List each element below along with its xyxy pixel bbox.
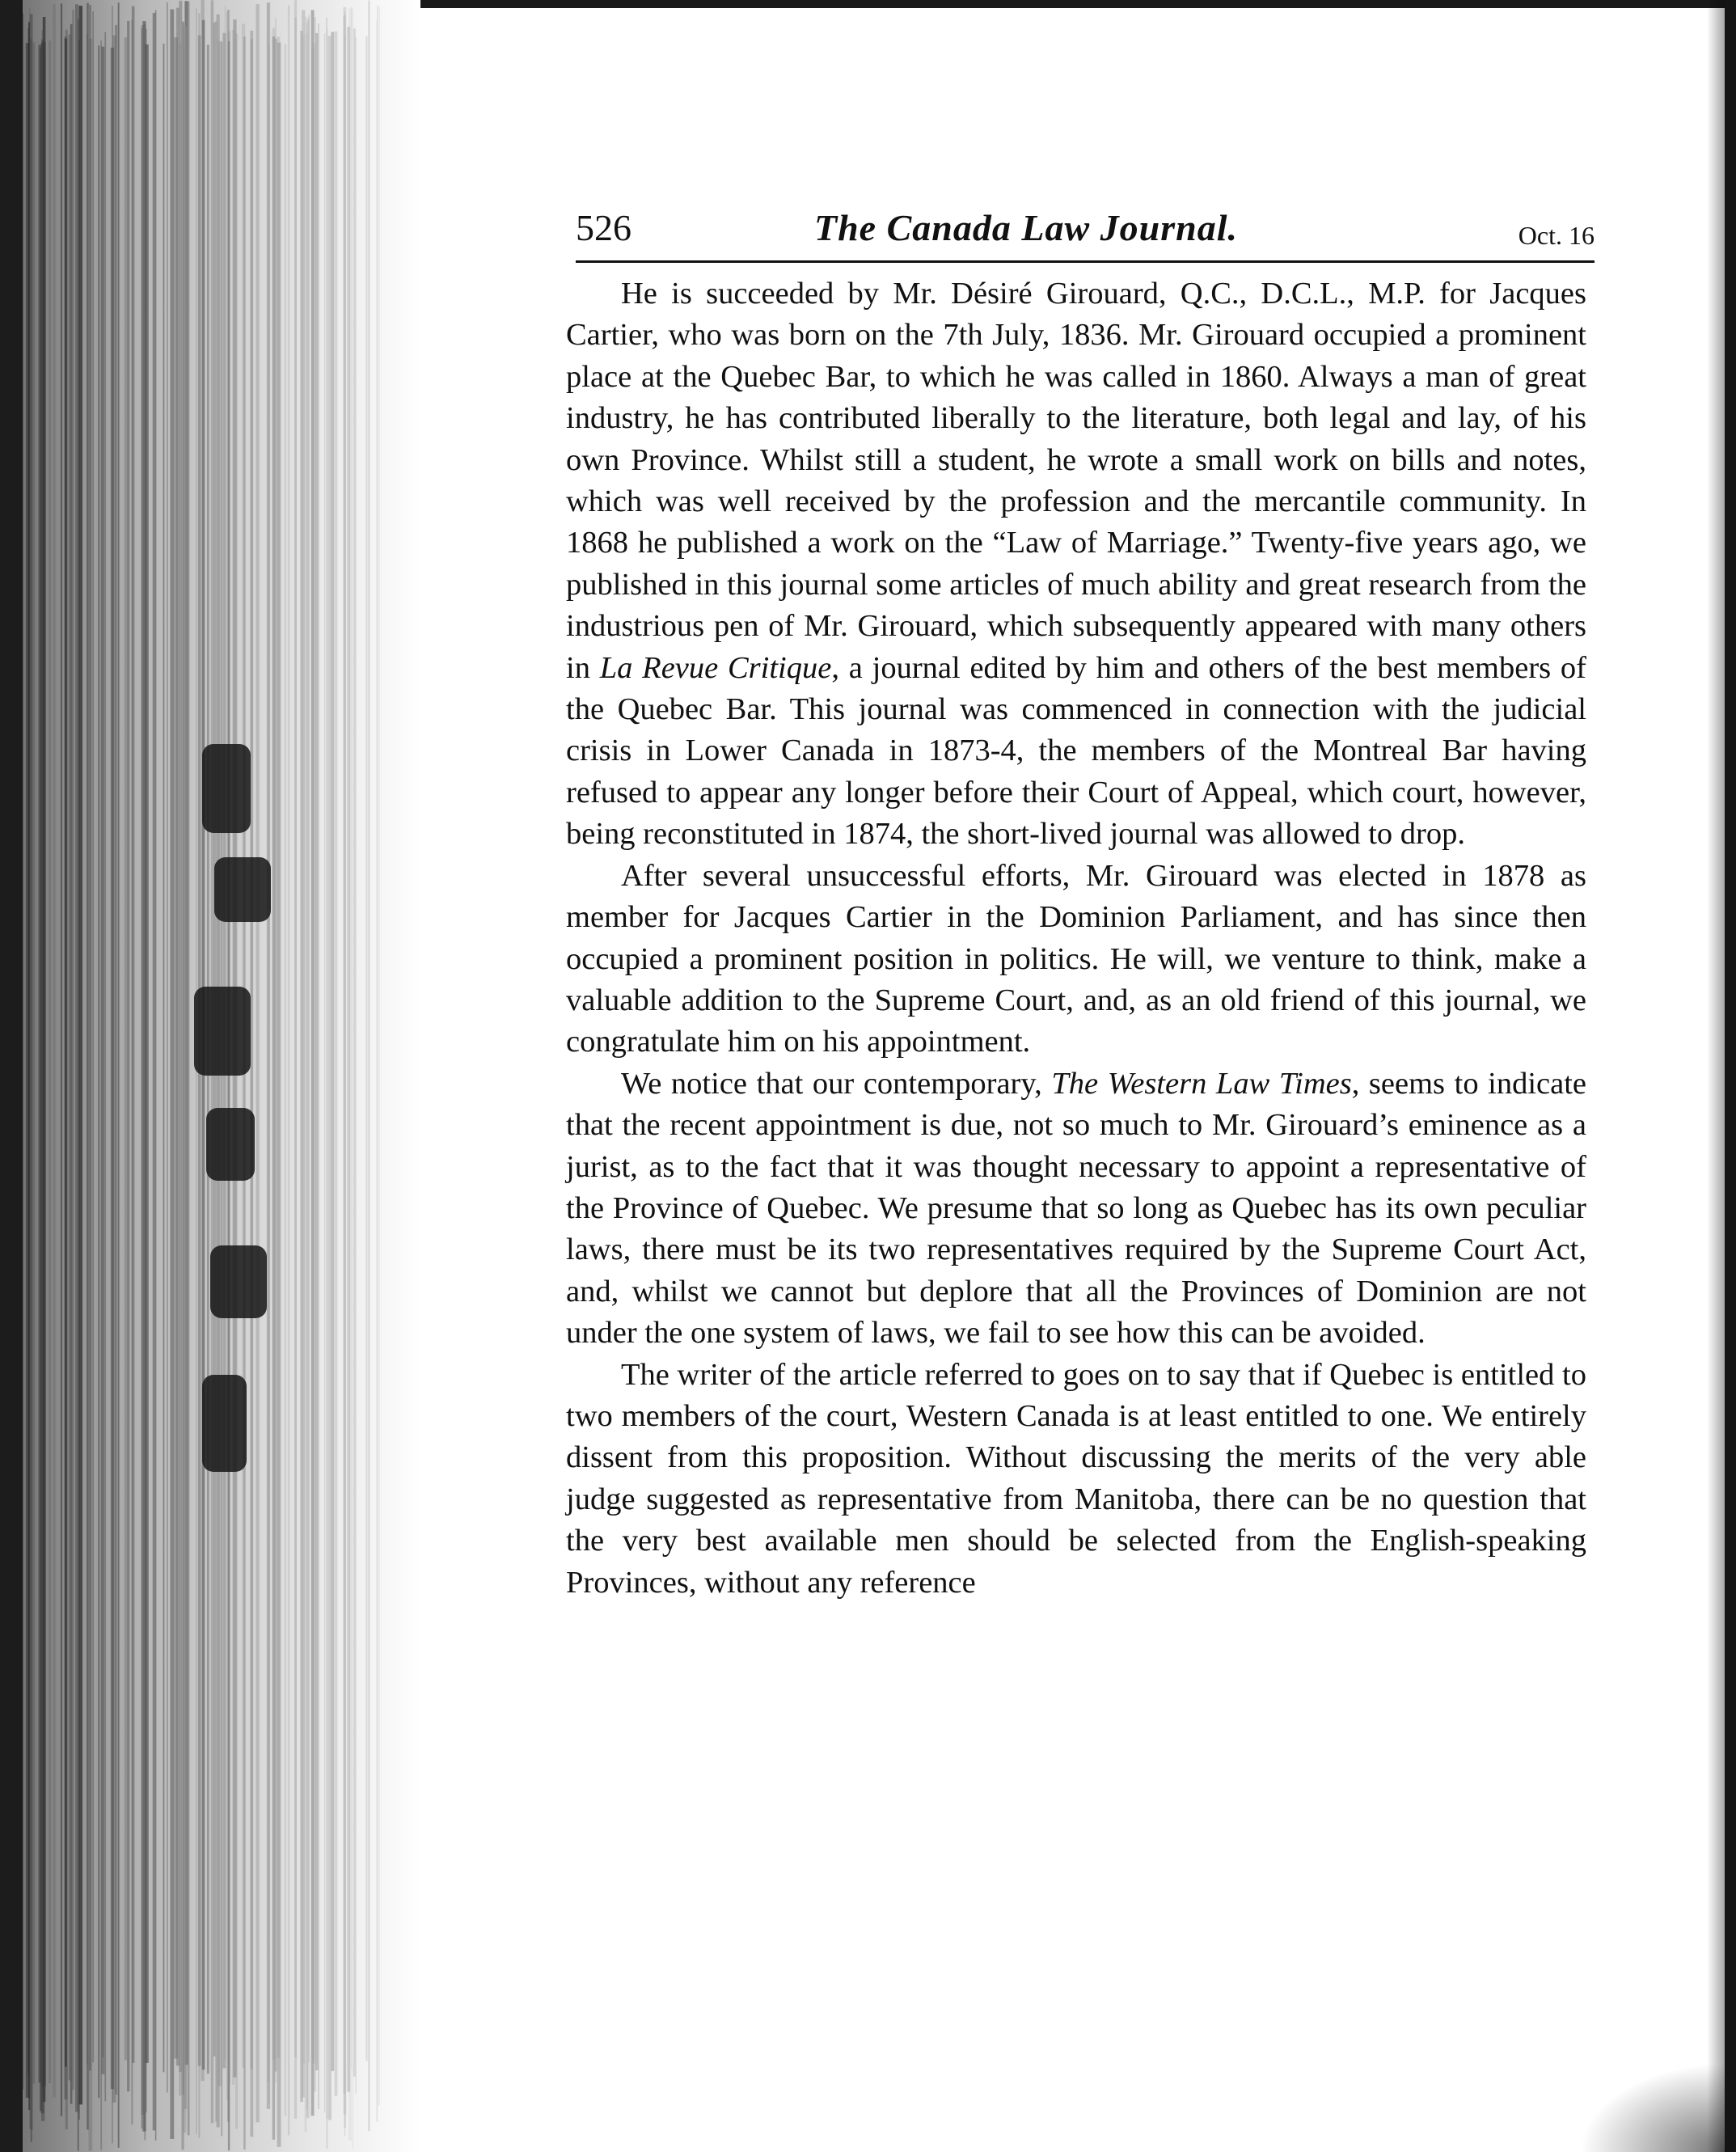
- paragraph: [566, 1063, 1586, 1355]
- journal-title: The Western Law Times: [1051, 1066, 1352, 1101]
- paragraph: [566, 1355, 1586, 1604]
- running-header: [576, 204, 1595, 260]
- text-run: The writer of the article referred to goes on to say that if Quebec is entitled to two members of the court, Western Canada is at least entitled to one. We entirely dissent from this proposition. Without discussing the merits of the very able judge suggested as representative from Manitoba, there can be no question that the very best available men should be selected from the English-speaking Provinces, without any reference: [566, 1357, 1586, 1600]
- text-run: , a journal edited by him and others of the best members of the Quebec Bar. This journal was commenced in connection with the judicial crisis in Lower Canada in 1873-4, the members of the Montreal Bar having refused to appear any longer before their Court of Appeal, which court, however, being reconstituted in 1874, the short-lived journal was allowed to drop.: [566, 650, 1586, 852]
- text-run: , seems to indicate that the recent appointment is due, not so much to Mr. Girouard’s eminence as a jurist, as to the fact that it was thought necessary to appoint a representative of the Province of Quebec. We presume that so long as Quebec has its own peculiar laws, there must be its two representatives required by the Supreme Court Act, and, whilst we cannot but deplore that all the Provinces of Dominion are not under the one system of laws, we fail to see how this can be avoided.: [566, 1066, 1587, 1351]
- running-title: The Canada Law Journal.: [814, 207, 1238, 248]
- text-run: He is succeeded by Mr. Désiré Girouard, Q.C., D.C.L., M.P. for Jacques Cartier, who was born on the 7th July, 1836. Mr. Girouard occupied a prominent place at the Quebec Bar, to which he was called in 1860. Always a man of great industry, he has contributed liberally to the literature, both legal and lay, of his own Province. Whilst still a student, he wrote a small work on bills and notes, which was well received by the profession and the mercantile community. In 1868 he published a work on the “Law of Marriage.” Twenty-five years ago, we published in this journal some articles of much ability and great research from the industrious pen of Mr. Girouard, which subsequently appeared with many others in: [566, 277, 1586, 685]
- scan-border-right: [1725, 0, 1736, 2152]
- page-number: 526: [576, 207, 631, 248]
- issue-date: Oct. 16: [1518, 221, 1595, 250]
- article-body: [566, 273, 1586, 1604]
- text-run: We notice that our contemporary,: [621, 1066, 1052, 1101]
- scan-shadow-corner: [1579, 2063, 1725, 2152]
- paragraph: [566, 856, 1586, 1063]
- header-rule: [576, 260, 1595, 263]
- paragraph: [566, 273, 1586, 856]
- scan-shadow-right: [1707, 0, 1725, 2152]
- book-gutter: [0, 0, 420, 2152]
- text-run: After several unsuccessful efforts, Mr. Girouard was elected in 1878 as member for Jacques Cartier in the Dominion Parliament, and has since then occupied a prominent position in politics. He will, we venture to think, make a valuable addition to the Supreme Court, and, as an old friend of this journal, we congratulate him on his appointment.: [566, 858, 1586, 1059]
- journal-title: La Revue Critique: [599, 650, 832, 685]
- page-edges-image: [0, 0, 420, 2152]
